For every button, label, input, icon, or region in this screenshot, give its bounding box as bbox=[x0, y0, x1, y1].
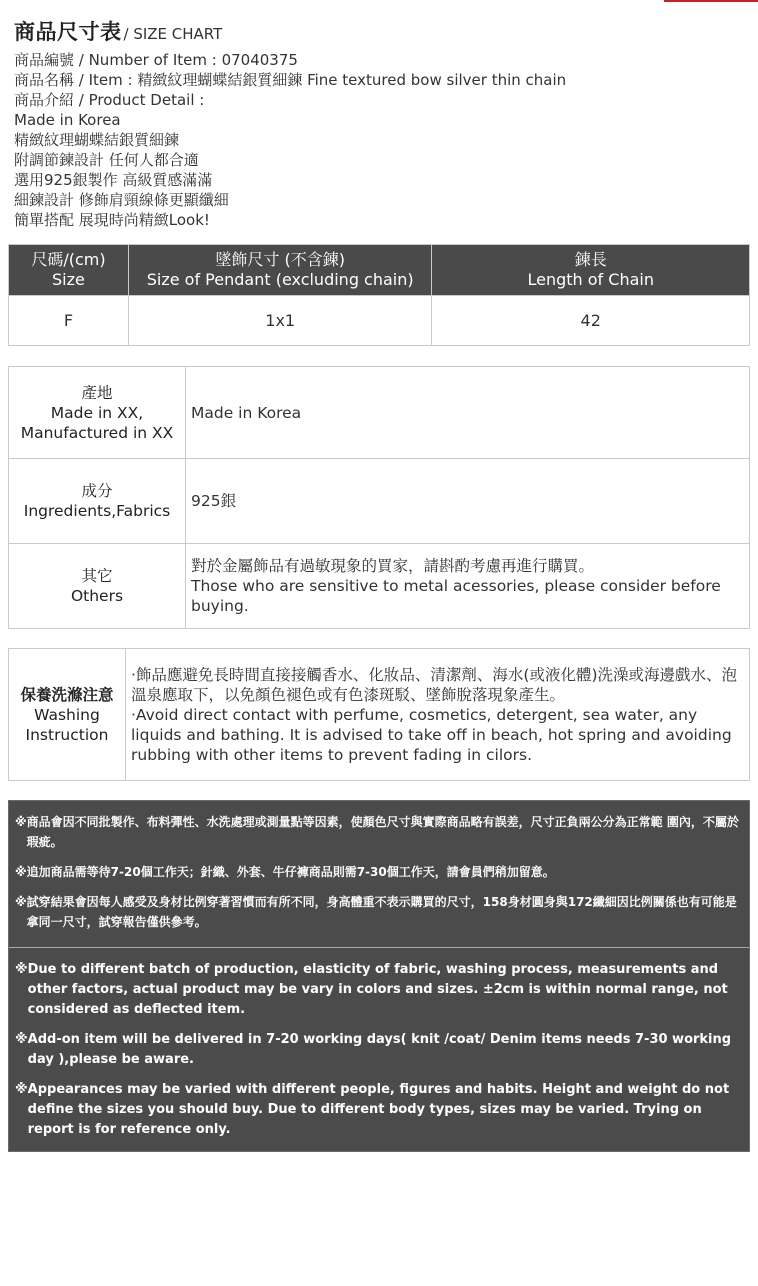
pendant-size-cell: 1x1 bbox=[128, 296, 432, 346]
item-name: 商品名稱 / Item : 精緻紋理蝴蝶結銀質細鍊 Fine textured bow silver thin chain bbox=[14, 71, 567, 89]
product-detail-line: 細鍊設計 修飾肩頸線條更顯纖細 bbox=[14, 191, 229, 209]
origin-value: Made in Korea bbox=[186, 367, 750, 459]
size-column-header bbox=[9, 245, 129, 296]
page-title bbox=[14, 16, 754, 46]
washing-row bbox=[9, 649, 750, 781]
washing-text-en: ‧Avoid direct contact with perfume, cosmetics, detergent, sea water, any liquids and bathing. It is advised to take off in beach, hot spring and avoiding rubbing with other items to prevent fading in cilors. bbox=[131, 705, 732, 764]
ingredients-label-en: Ingredients,Fabrics bbox=[23, 502, 171, 520]
ingredients-label bbox=[9, 459, 186, 544]
notice-en-section bbox=[9, 948, 749, 1140]
washing-label bbox=[9, 649, 126, 781]
product-detail-label: 商品介紹 / Product Detail : bbox=[14, 91, 205, 109]
others-value-en: Those who are sensitive to metal acessories, please consider before buying. bbox=[191, 577, 721, 615]
reference-mark-icon: ※ bbox=[15, 1032, 28, 1047]
others-label-cn: 其它 bbox=[81, 567, 113, 585]
chain-length-cell: 42 bbox=[432, 296, 750, 346]
reference-mark-icon: ※ bbox=[15, 962, 28, 977]
title-cn: 商品尺寸表 bbox=[14, 20, 122, 44]
pendant-header-en: Size of Pendant (excluding chain) bbox=[146, 270, 414, 289]
pendant-header-cn: 墜飾尺寸 (不含鍊) bbox=[215, 250, 345, 269]
title-en: / SIZE CHART bbox=[123, 25, 223, 43]
washing-label-cn: 保養洗滌注意 bbox=[20, 685, 114, 704]
pendant-size-column-header bbox=[128, 245, 432, 296]
ingredients-label-cn: 成分 bbox=[81, 482, 113, 500]
notice-text: 試穿結果會因每人感受及身材比例穿著習慣而有所不同，身高體重不表示購買的尺寸，158身材圓身與172纖細因比例關係也有可能是拿同一尺寸，試穿報告僅供參考。 bbox=[26, 895, 737, 929]
item-number: 商品編號 / Number of Item : 07040375 bbox=[14, 51, 298, 69]
notice-item bbox=[15, 812, 741, 852]
origin-label bbox=[9, 367, 186, 459]
size-cell: F bbox=[9, 296, 129, 346]
washing-label-en: Washing Instruction bbox=[25, 705, 109, 744]
others-value bbox=[186, 544, 750, 629]
chain-length-column-header bbox=[432, 245, 750, 296]
notice-item bbox=[15, 1080, 741, 1140]
table-row bbox=[9, 296, 750, 346]
reference-mark-icon: ※ bbox=[15, 815, 27, 829]
origin-row bbox=[9, 367, 750, 459]
product-detail-line: 附調節鍊設計 任何人都合適 bbox=[14, 151, 199, 169]
product-info bbox=[14, 50, 754, 230]
size-table-header bbox=[9, 245, 750, 296]
notice-box bbox=[8, 800, 750, 1152]
others-label bbox=[9, 544, 186, 629]
notice-text: Add-on item will be delivered in 7-20 working days( knit /coat/ Denim items needs 7-30 working day ),please be aware. bbox=[27, 1032, 732, 1067]
size-header-en: Size bbox=[52, 270, 85, 289]
size-table bbox=[8, 244, 750, 346]
others-row bbox=[9, 544, 750, 629]
others-label-en: Others bbox=[70, 587, 124, 605]
ingredients-row bbox=[9, 459, 750, 544]
reference-mark-icon: ※ bbox=[15, 1082, 28, 1097]
product-detail-line: Made in Korea bbox=[14, 111, 121, 129]
product-detail-line: 精緻紋理蝴蝶結銀質細鍊 bbox=[14, 131, 180, 149]
chain-header-en: Length of Chain bbox=[527, 270, 654, 289]
notice-text: Appearances may be varied with different people, figures and habits. Height and weight do not define the sizes you should buy. Due to different body types, sizes may be varied. Trying on report is for reference only. bbox=[27, 1082, 730, 1137]
notice-text: 追加商品需等待7-20個工作天；針織、外套、牛仔褲商品則需7-30個工作天，請會員們稍加留意。 bbox=[26, 865, 555, 879]
origin-label-en: Made in XX, Manufactured in XX bbox=[20, 403, 174, 442]
size-header-cn: 尺碼/(cm) bbox=[31, 250, 106, 269]
notice-text: 商品會因不同批製作、布料彈性、水洗處理或測量點等因素，使顏色尺寸與實際商品略有誤差，尺寸正負兩公分為正常範 圍內，不屬於瑕疵。 bbox=[26, 815, 739, 849]
product-detail-line: 選用925銀製作 高級質感滿滿 bbox=[14, 171, 213, 189]
accent-bar bbox=[664, 0, 758, 2]
reference-mark-icon: ※ bbox=[15, 865, 27, 879]
ingredients-value: 925銀 bbox=[186, 459, 750, 544]
washing-text bbox=[126, 649, 750, 781]
others-value-cn: 對於金屬飾品有過敏現象的買家，請斟酌考慮再進行購買。 bbox=[191, 557, 595, 575]
chain-header-cn: 鍊長 bbox=[574, 250, 607, 269]
product-header bbox=[14, 16, 754, 230]
washing-table bbox=[8, 648, 750, 781]
notice-item bbox=[15, 892, 741, 932]
notice-item bbox=[15, 1030, 741, 1070]
product-spec-table bbox=[8, 366, 750, 629]
reference-mark-icon: ※ bbox=[15, 895, 27, 909]
washing-text-cn: ‧飾品應避免長時間直接接觸香水、化妝品、清潔劑、海水(或液化體)洗澡或海邊戲水、泡溫泉應取下，以免顏色褪色或有色漆斑駁、墜飾脫落現象產生。 bbox=[131, 665, 738, 704]
origin-label-cn: 產地 bbox=[81, 383, 113, 402]
notice-item bbox=[15, 862, 741, 882]
product-detail-line: 簡單搭配 展現時尚精緻Look! bbox=[14, 211, 210, 229]
notice-text: Due to different batch of production, elasticity of fabric, washing process, measurements and other factors, actual product may be vary in colors and sizes. ±2cm is within normal range, not considered as deflected item. bbox=[27, 962, 728, 1017]
notice-item bbox=[15, 960, 741, 1020]
notice-cn-section bbox=[9, 801, 749, 947]
